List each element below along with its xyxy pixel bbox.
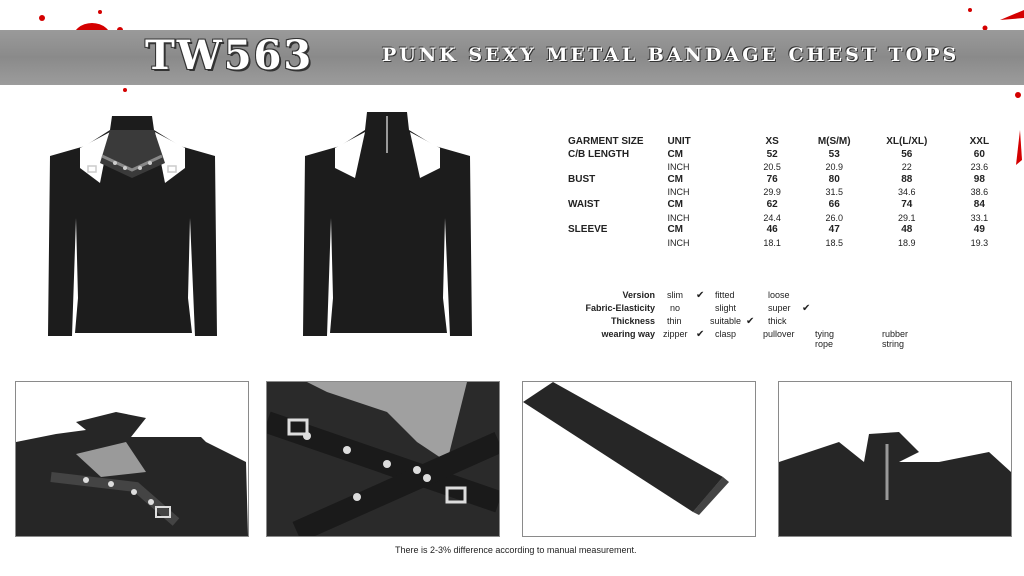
attr-option: zipper xyxy=(663,329,688,339)
header-size-xl: XL(L/XL) xyxy=(886,136,928,147)
row-unit: CM xyxy=(667,224,684,236)
table-row xyxy=(568,212,1024,225)
row-label: BUST xyxy=(568,173,596,185)
cell-value: 46 xyxy=(766,224,778,236)
cell-value: 23.6 xyxy=(970,162,989,173)
row-unit: INCH xyxy=(667,237,690,248)
attr-option: clasp xyxy=(715,329,737,339)
cell-value: 88 xyxy=(901,173,913,185)
cell-value: 49 xyxy=(973,224,985,236)
detail-photo-straps xyxy=(266,381,500,537)
row-unit: CM xyxy=(667,148,684,160)
size-chart-header xyxy=(568,136,1024,149)
table-row xyxy=(568,237,1024,250)
detail-photo-sleeve xyxy=(522,381,756,537)
cell-value: 29.1 xyxy=(898,212,916,223)
cell-value: 98 xyxy=(973,173,985,185)
attr-option: slim xyxy=(667,290,683,300)
cell-value: 20.5 xyxy=(763,162,781,173)
measurement-note: There is 2-3% difference according to manual measurement. xyxy=(395,545,637,555)
row-unit: CM xyxy=(667,198,684,210)
cell-value: 66 xyxy=(828,198,840,210)
row-unit: INCH xyxy=(667,187,690,198)
attr-option: no xyxy=(670,303,681,313)
detail-photo-shoulder xyxy=(15,381,249,537)
cell-value: 26.0 xyxy=(825,212,843,223)
detail-photo-back-zipper xyxy=(778,381,1012,537)
check-icon: ✔ xyxy=(802,303,811,314)
header-size-xxl: XXL xyxy=(969,136,990,147)
row-label: C/B LENGTH xyxy=(568,148,630,160)
cell-value: 33.1 xyxy=(970,212,989,223)
check-icon: ✔ xyxy=(696,290,705,301)
cell-value: 20.9 xyxy=(825,162,843,173)
cell-value: 74 xyxy=(901,198,913,210)
cell-value: 34.6 xyxy=(898,187,916,198)
row-label: WAIST xyxy=(568,198,600,210)
table-row xyxy=(568,161,1024,174)
cell-value: 56 xyxy=(901,148,913,160)
attr-key: Version xyxy=(622,290,655,300)
attr-option: thick xyxy=(768,316,787,326)
cell-value: 38.6 xyxy=(970,187,989,198)
attr-key: wearing way xyxy=(601,329,655,339)
header-size-m: M(S/M) xyxy=(817,136,851,147)
cell-value: 76 xyxy=(766,173,778,185)
row-unit: INCH xyxy=(667,212,690,223)
row-label xyxy=(568,186,667,199)
back-view-photo xyxy=(295,108,480,343)
header-size-xs: XS xyxy=(765,136,779,147)
header-garment-size: GARMENT SIZE xyxy=(568,136,644,147)
row-label xyxy=(568,237,667,250)
attr-option: loose xyxy=(768,290,790,300)
attr-option: slight xyxy=(715,303,737,313)
table-row xyxy=(568,149,1024,162)
cell-value: 18.9 xyxy=(898,237,916,248)
cell-value: 60 xyxy=(973,148,985,160)
row-label xyxy=(568,212,667,225)
attr-option: suitable xyxy=(710,316,742,326)
header-unit: UNIT xyxy=(667,136,691,147)
cell-value: 80 xyxy=(828,173,840,185)
cell-value: 31.5 xyxy=(825,187,843,198)
cell-value: 18.5 xyxy=(825,237,843,248)
row-unit: INCH xyxy=(667,162,690,173)
size-chart xyxy=(568,136,1024,249)
check-icon: ✔ xyxy=(696,329,705,340)
attr-key: Fabric-Elasticity xyxy=(585,303,655,313)
attr-option: super xyxy=(768,303,791,313)
check-icon: ✔ xyxy=(746,316,755,327)
cell-value: 24.4 xyxy=(763,212,781,223)
cell-value: 18.1 xyxy=(763,237,781,248)
cell-value: 84 xyxy=(973,198,985,210)
cell-value: 22 xyxy=(901,162,912,173)
table-row xyxy=(568,224,1024,237)
cell-value: 47 xyxy=(828,224,840,236)
attr-option: rubber string xyxy=(882,329,909,349)
cell-value: 53 xyxy=(828,148,840,160)
product-code: TW563 xyxy=(145,32,314,79)
attr-key: Thickness xyxy=(610,316,655,326)
attr-option: thin xyxy=(667,316,682,326)
table-row xyxy=(568,174,1024,187)
cell-value: 29.9 xyxy=(763,187,781,198)
cell-value: 52 xyxy=(766,148,778,160)
cell-value: 48 xyxy=(901,224,913,236)
table-row xyxy=(568,199,1024,212)
row-unit: CM xyxy=(667,173,684,185)
front-view-photo xyxy=(40,108,225,343)
attr-option: tying rope xyxy=(815,329,835,349)
product-title: PUNK SEXY METAL BANDAGE CHEST TOPS xyxy=(382,44,960,66)
cell-value: 19.3 xyxy=(970,237,989,248)
row-label xyxy=(568,161,667,174)
attr-option: fitted xyxy=(715,290,735,300)
attr-option: pullover xyxy=(763,329,795,339)
row-label: SLEEVE xyxy=(568,224,608,236)
table-row xyxy=(568,186,1024,199)
cell-value: 62 xyxy=(766,198,778,210)
